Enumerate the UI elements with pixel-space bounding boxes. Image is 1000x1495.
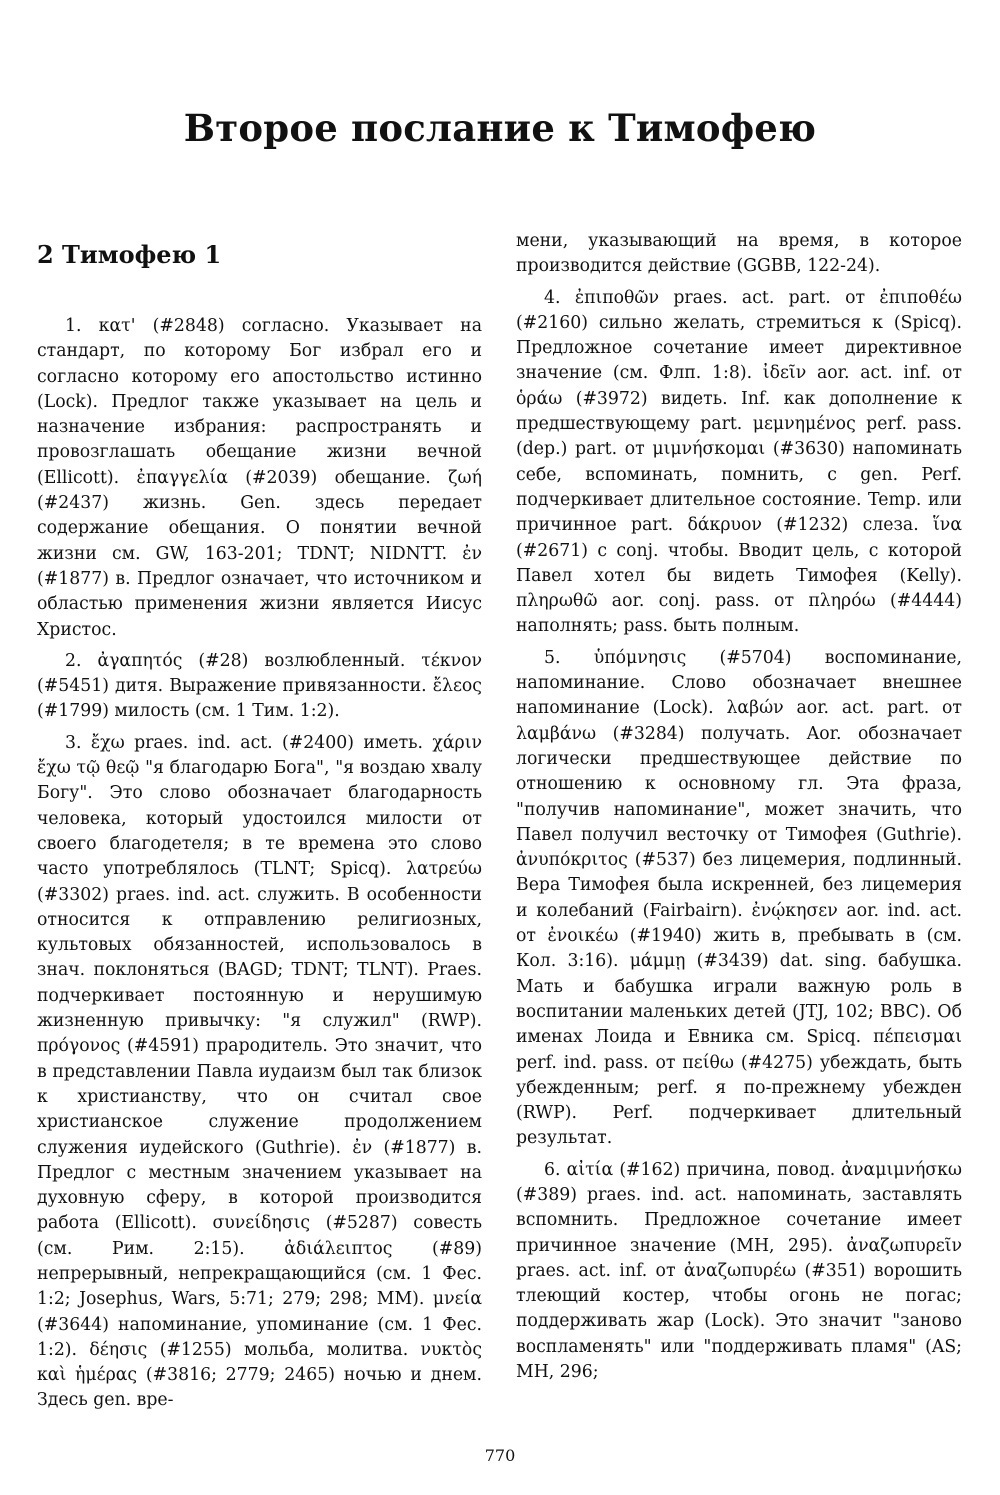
paragraph-verse-1: 1. κατ' (#2848) согласно. Указывает на стандарт, по которому Бог избрал его и согласно которому его апостольство истинно (Lock). Предлог также указывает на цель и назначение избрания: распространять и провозглашать обещание жизни вечной (Ellicott). ἐπαγγελία (#2039) обещание. ζωή (#2437) жизнь. Gen. здесь передает содержание обещания. О понятии вечной жизни см. GW, 163-201; TDNT; NIDNTT. ἐν (#1877) в. Предлог означает, что источником и областью применения жизни является Иисус Христос. xyxy=(37,316,482,640)
paragraph-verse-5: 5. ὑπόμνησις (#5704) воспоминание, напоминание. Слово обозначает внешнее напоминание (Lock). λαβών aor. act. part. от λαμβάνω (#3284) получать. Aor. обозначает логически предшествующее действие по отношению к основному гл. Эта фраза, "получив напоминание", может значить, что Павел получил весточку от Тимофея (Guthrie). ἀνυπόκριτος (#537) без лицемерия, подлинный. Вера Тимофея была искренней, без лицемерия и колебаний (Fairbairn). ἐνῴκησεν aor. ind. act. от ἐνοικέω (#1940) жить в, пребывать в (см. Кол. 3:16). μάμμῃ (#3439) dat. sing. бабушка. Мать и бабушка играли важную роль в воспитании маленьких детей (JTJ, 102; BBC). Об именах Лоида и Евника см. Spicq. πέπεισμαι perf. ind. pass. от πείθω (#4275) убеждать, быть убежденным; perf. я по-прежнему убежден (RWP). Perf. подчеркивает длительный результат. xyxy=(516,647,962,1149)
paragraph-verse-6: 6. αἰτία (#162) причина, повод. ἀναμιμνήσκω (#389) praes. ind. act. напоминать, заставлять вспомнить. Предложное сочетание имеет причинное значение (MH, 295). ἀναζωπυρεῖν praes. act. inf. от ἀναζωπυρέω (#351) ворошить тлеющий костер, чтобы огонь не погас; поддерживать жар (Lock). Это значит "заново воспламенять" или "поддерживать пламя" (AS; MH, 296; xyxy=(516,1159,962,1383)
paragraph-verse-2: 2. ἀγαπητός (#28) возлюбленный. τέκνον (#5451) дитя. Выражение привязанности. ἔλεος (#1799) милость (см. 1 Тим. 1:2). xyxy=(37,650,482,722)
paragraph-verse-3-continued: мени, указывающий на время, в которое производится действие (GGBB, 122-24). xyxy=(516,231,962,277)
left-column xyxy=(37,240,482,1420)
page-title: Второе послание к Тимофею xyxy=(183,106,817,150)
page-number: 770 xyxy=(484,1446,516,1465)
right-column xyxy=(516,229,962,1391)
chapter-heading: 2 Тимофею 1 xyxy=(37,240,222,269)
paragraph-verse-3: 3. ἔχω praes. ind. act. (#2400) иметь. χάριν ἔχω τῷ θεῷ "я благодарю Бога", "я воздаю хвалу Богу". Это слово обозначает благодарность человека, который удостоился милости от своего благодетеля; в те времена это слово часто употреблялось (TLNT; Spicq). λατρεύω (#3302) praes. ind. act. служить. В особенности относится к отправлению религиозных, культовых обязанностей, использовалось в знач. поклоняться (BAGD; TDNT; TLNT). Praes. подчеркивает постоянную и нерушимую жизненную привычку: "я служил" (RWP). πρόγονος (#4591) прародитель. Это значит, что в представлении Павла иудаизм был так близок к христианству, что он считал свое христианское служение продолжением служения иудейского (Guthrie). ἐν (#1877) в. Предлог с местным значением указывает на духовную сферу, в которой производится работа (Ellicott). συνείδησις (#5287) совесть (см. Рим. 2:15). ἀδιάλειπτος (#89) непрерывный, непрекращающийся (см. 1 Фес. 1:2; Josephus, Wars, 5:71; 279; 298; MM). μνεία (#3644) напоминание, упоминание (см. 1 Фес. 1:2). δέησις (#1255) мольба, молитва. νυκτὸς καὶ ἡμέρας (#3816; 2779; 2465) ночью и днем. Здесь gen. вре- xyxy=(37,732,482,1411)
paragraph-verse-4: 4. ἐπιποθῶν praes. act. part. от ἐπιποθέω (#2160) сильно желать, стремиться к (Spicq). Предложное сочетание имеет директивное значение (см. Флп. 1:8). ἰδεῖν aor. act. inf. от ὁράω (#3972) видеть. Inf. как дополнение к предшествующему part. μεμνημένος perf. pass. (dep.) part. от μιμνήσκομαι (#3630) напоминать себе, вспоминать, помнить, с gen. Perf. подчеркивает длительное состояние. Temp. или причинное part. δάκρυον (#1232) слеза. ἵνα (#2671) c conj. чтобы. Вводит цель, с которой Павел хотел бы видеть Тимофея (Kelly). πληρωθῶ aor. conj. pass. от πληρόω (#4444) наполнять; pass. быть полным. xyxy=(516,287,962,637)
